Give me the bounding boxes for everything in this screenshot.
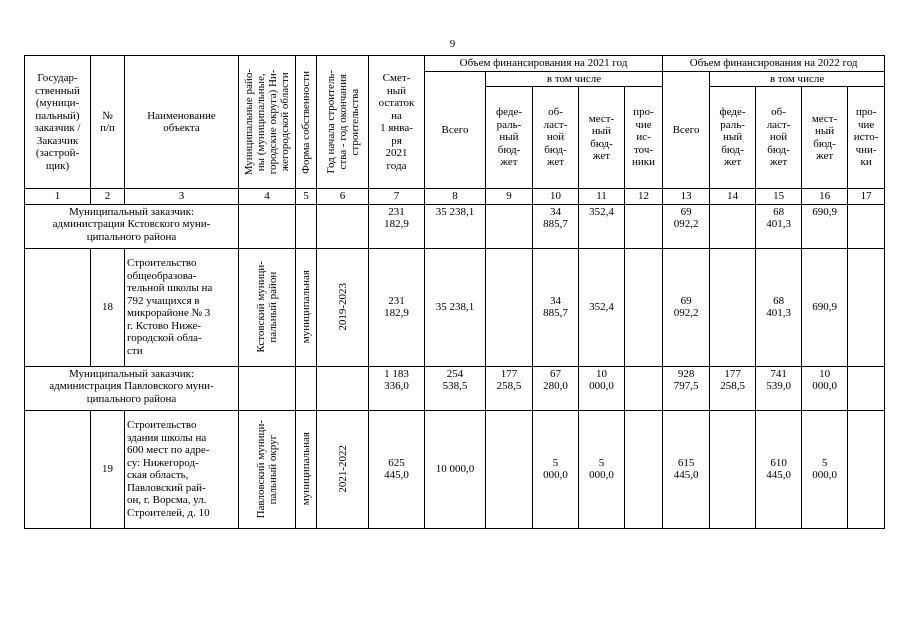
ownership-text: муниципальная [300,270,312,344]
object-name: Строительство здания школы на 600 мест по адре- су: Нижегород- ская область, Павловский рай- он, г. Ворсма, ул. Строителей, д. 10 [125,410,239,528]
federal-2021-cell [486,410,533,528]
ownership-cell [296,248,317,366]
header-regional-2021: об- ласт- ной бюд- жет [533,87,579,189]
col-number: 15 [756,189,802,205]
local-2021-cell: 5 000,0 [579,410,625,528]
object-row [25,410,885,528]
header-federal-2022: феде- раль- ный бюд- жет [710,87,756,189]
federal-2021-cell: 177 258,5 [486,366,533,410]
federal-2022-cell: 177 258,5 [710,366,756,410]
total-2021-cell: 10 000,0 [425,410,486,528]
col-number: 14 [710,189,756,205]
regional-2022-cell: 68 401,3 [756,248,802,366]
other-2021-cell [625,366,663,410]
empty-cell [317,204,369,248]
header-municipality [239,56,296,189]
header-fin-2021: Объем финансирования на 2021 год [425,56,663,72]
local-2021-cell: 352,4 [579,204,625,248]
col-number: 12 [625,189,663,205]
header-num: № п/п [91,56,125,189]
empty-cell [25,410,91,528]
page-number: 9 [449,38,456,50]
financing-table [24,55,885,529]
header-customer: Государ- ственный (муници- пальный) заказчик / Заказчик (застрой- щик) [25,56,91,189]
header-other-2021: про- чие ис- точ- ники [625,87,663,189]
header-regional-2022: об- ласт- ной бюд- жет [756,87,802,189]
years-text: 2019-2023 [336,283,349,331]
other-2021-cell [625,410,663,528]
total-2021-cell: 254 538,5 [425,366,486,410]
other-2022-cell [848,366,885,410]
header-local-2022: мест- ный бюд- жет [802,87,848,189]
local-2022-cell: 10 000,0 [802,366,848,410]
col-number: 3 [125,189,239,205]
empty-cell [296,204,317,248]
col-number: 9 [486,189,533,205]
estimate-cell: 1 183 336,0 [369,366,425,410]
local-2022-cell: 5 000,0 [802,410,848,528]
federal-2022-cell [710,248,756,366]
other-2022-cell [848,204,885,248]
other-2022-cell [848,410,885,528]
federal-2022-cell [710,204,756,248]
col-number: 6 [317,189,369,205]
empty-cell [317,366,369,410]
local-2021-cell: 352,4 [579,248,625,366]
local-2022-cell: 690,9 [802,248,848,366]
regional-2021-cell: 34 885,7 [533,204,579,248]
other-2021-cell [625,204,663,248]
header-object: Наименование объекта [125,56,239,189]
estimate-cell: 231 182,9 [369,248,425,366]
col-number: 13 [663,189,710,205]
object-number: 18 [91,248,125,366]
customer-summary-row [25,366,885,410]
header-years-text: Год начала строитель- ства - год окончания строительства [324,70,361,174]
municipality-text: Кстовский муници- пальный район [255,261,279,353]
empty-cell [25,248,91,366]
col-number: 8 [425,189,486,205]
regional-2022-cell: 610 445,0 [756,410,802,528]
federal-2021-cell [486,204,533,248]
total-2022-cell: 69 092,2 [663,248,710,366]
total-2021-cell: 35 238,1 [425,248,486,366]
local-2022-cell: 690,9 [802,204,848,248]
col-number: 2 [91,189,125,205]
customer-summary-row [25,204,885,248]
customer-name: Муниципальный заказчик: администрация Павловского муни- ципального района [25,366,239,410]
col-number: 17 [848,189,885,205]
col-number: 11 [579,189,625,205]
header-ownership [296,56,317,189]
municipality-text: Павловский муници- пальный округ [255,419,279,519]
col-number: 7 [369,189,425,205]
local-2021-cell: 10 000,0 [579,366,625,410]
header-fin-2022: Объем финансирования на 2022 год [663,56,885,72]
empty-cell [296,366,317,410]
empty-cell [239,204,296,248]
years-text: 2021-2022 [336,445,349,493]
years-cell [317,248,369,366]
other-2021-cell [625,248,663,366]
empty-cell [239,366,296,410]
col-number: 1 [25,189,91,205]
col-number: 5 [296,189,317,205]
header-municipality-text: Муниципальные райо- ны (муниципальные, городские округа) Ни- жегородской области [243,68,291,176]
total-2022-cell: 928 797,5 [663,366,710,410]
object-name: Строительство общеобразова- тельной школы на 792 учащихся в микрорайоне № 3 г. Кстово Ниже- городской обла- сти [125,248,239,366]
header-local-2021: мест- ный бюд- жет [579,87,625,189]
header-including-2021: в том числе [486,71,663,87]
regional-2021-cell: 34 885,7 [533,248,579,366]
total-2022-cell: 615 445,0 [663,410,710,528]
years-cell [317,410,369,528]
object-number: 19 [91,410,125,528]
other-2022-cell [848,248,885,366]
header-including-2022: в том числе [710,71,885,87]
estimate-cell: 231 182,9 [369,204,425,248]
total-2022-cell: 69 092,2 [663,204,710,248]
col-number: 4 [239,189,296,205]
column-number-row [25,189,885,205]
ownership-text: муниципальная [300,432,312,506]
regional-2022-cell: 741 539,0 [756,366,802,410]
header-federal-2021: феде- раль- ный бюд- жет [486,87,533,189]
header-ownership-text: Форма собственности [300,70,312,174]
municipality-cell [239,410,296,528]
regional-2021-cell: 5 000,0 [533,410,579,528]
header-estimate: Смет- ный остаток на 1 янва- ря 2021 года [369,56,425,189]
header-total-2021: Всего [425,71,486,189]
customer-name: Муниципальный заказчик: администрация Кстовского муни- ципального района [25,204,239,248]
regional-2021-cell: 67 280,0 [533,366,579,410]
col-number: 10 [533,189,579,205]
estimate-cell: 625 445,0 [369,410,425,528]
ownership-cell [296,410,317,528]
col-number: 16 [802,189,848,205]
header-total-2022: Всего [663,71,710,189]
total-2021-cell: 35 238,1 [425,204,486,248]
object-row [25,248,885,366]
header-years [317,56,369,189]
federal-2022-cell [710,410,756,528]
header-other-2022: про- чие исто- чни- ки [848,87,885,189]
municipality-cell [239,248,296,366]
regional-2022-cell: 68 401,3 [756,204,802,248]
federal-2021-cell [486,248,533,366]
